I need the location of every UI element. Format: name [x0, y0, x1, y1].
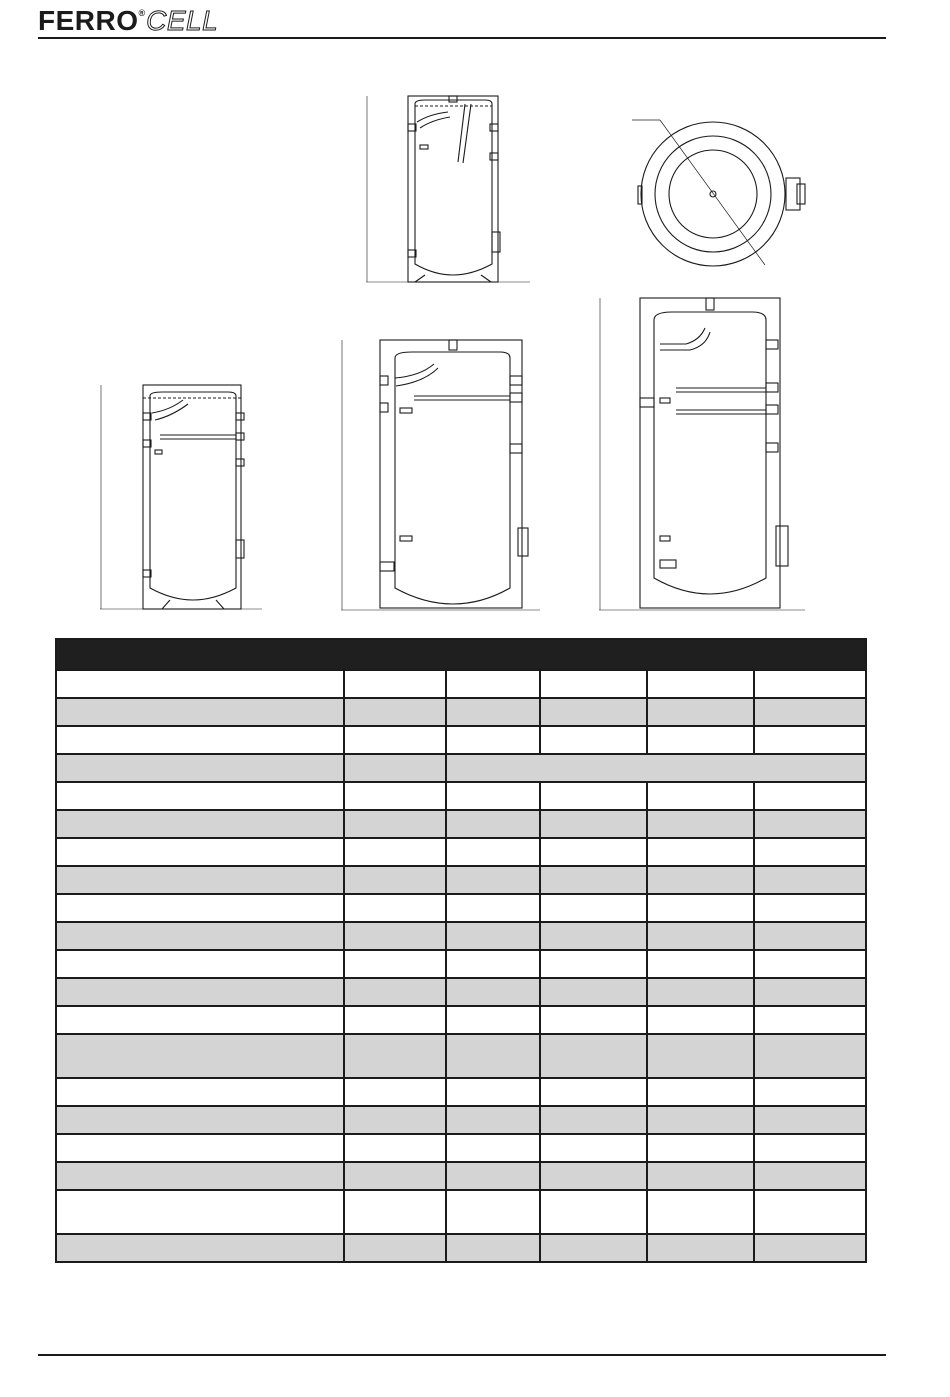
- registered-mark: ®: [138, 8, 146, 18]
- tank-small-front: [366, 96, 530, 282]
- technical-drawings: [0, 80, 950, 625]
- table-cell: [56, 670, 344, 698]
- table-cell: [56, 978, 344, 1006]
- table-cell: [446, 838, 540, 866]
- table-cell: [344, 1162, 446, 1190]
- table-cell: [344, 922, 446, 950]
- table-cell: [344, 1106, 446, 1134]
- table-body: [56, 670, 866, 1262]
- table-row: [56, 1134, 866, 1162]
- table-cell: [56, 810, 344, 838]
- table-cell: [647, 922, 754, 950]
- table-cell: [540, 1034, 647, 1078]
- header-rule: [38, 37, 886, 39]
- table-cell: [754, 810, 866, 838]
- table-cell: [540, 1234, 647, 1262]
- table-cell: [56, 1134, 344, 1162]
- table-cell: [446, 782, 540, 810]
- table-cell: [56, 1190, 344, 1234]
- table-cell: [540, 866, 647, 894]
- table-row: [56, 922, 866, 950]
- table-cell: [540, 810, 647, 838]
- table-cell: [540, 782, 647, 810]
- table-row: [56, 1078, 866, 1106]
- table-cell: [446, 726, 540, 754]
- table-cell: [540, 1190, 647, 1234]
- table-cell: [446, 1190, 540, 1234]
- table-row: [56, 894, 866, 922]
- table-cell: [647, 1190, 754, 1234]
- table-cell: [754, 1162, 866, 1190]
- table-cell: [56, 782, 344, 810]
- footer-rule: [38, 1354, 886, 1356]
- table-row: [56, 1034, 866, 1078]
- table-cell: [647, 1106, 754, 1134]
- table-cell: [446, 894, 540, 922]
- table-cell: [446, 950, 540, 978]
- table-cell: [647, 1162, 754, 1190]
- tank-large-front: [341, 340, 540, 610]
- table-cell: [344, 1234, 446, 1262]
- table-row: [56, 810, 866, 838]
- table-cell: [446, 866, 540, 894]
- table-row: [56, 838, 866, 866]
- table-cell: [344, 670, 446, 698]
- table-cell: [647, 866, 754, 894]
- table-cell: [56, 1006, 344, 1034]
- table-cell: [754, 1234, 866, 1262]
- table-cell: [446, 1034, 540, 1078]
- table-cell: [540, 1162, 647, 1190]
- table-cell: [446, 670, 540, 698]
- table-cell: [754, 978, 866, 1006]
- table-cell: [344, 754, 446, 782]
- table-cell: [344, 894, 446, 922]
- table-cell: [446, 1134, 540, 1162]
- table-cell: [540, 726, 647, 754]
- table-cell: [56, 1162, 344, 1190]
- table-row: [56, 1106, 866, 1134]
- table-cell: [344, 726, 446, 754]
- table-cell: [540, 978, 647, 1006]
- table-cell: [540, 698, 647, 726]
- table-cell: [647, 1234, 754, 1262]
- table-cell: [754, 670, 866, 698]
- table-row: [56, 1006, 866, 1034]
- table-cell: [446, 810, 540, 838]
- table-cell: [344, 810, 446, 838]
- table-cell: [647, 726, 754, 754]
- brand-name-outline: CELL: [146, 5, 219, 36]
- table-cell: [540, 1006, 647, 1034]
- table-cell: [56, 866, 344, 894]
- table-cell: [754, 894, 866, 922]
- table-cell: [754, 1190, 866, 1234]
- table-row: [56, 754, 866, 782]
- table-cell: [344, 866, 446, 894]
- table-row: [56, 670, 866, 698]
- table-cell: [540, 922, 647, 950]
- table-cell: [56, 726, 344, 754]
- table-cell: [754, 1034, 866, 1078]
- table-cell: [344, 950, 446, 978]
- table-cell: [56, 1234, 344, 1262]
- table-cell: [540, 894, 647, 922]
- table-cell: [344, 1190, 446, 1234]
- table-header-row: [56, 639, 866, 670]
- table-cell: [647, 698, 754, 726]
- table-cell: [754, 726, 866, 754]
- table-cell: [446, 698, 540, 726]
- specification-table: [55, 638, 867, 1263]
- table-cell: [446, 1078, 540, 1106]
- table-cell: [647, 782, 754, 810]
- table-cell: [540, 1106, 647, 1134]
- table-cell: [344, 978, 446, 1006]
- table-cell: [56, 1106, 344, 1134]
- table-cell: [754, 1106, 866, 1134]
- table-cell: [446, 1106, 540, 1134]
- table-cell: [446, 1162, 540, 1190]
- table-cell: [754, 866, 866, 894]
- table-cell: [540, 838, 647, 866]
- table-cell: [540, 1134, 647, 1162]
- table-cell: [754, 838, 866, 866]
- table-cell: [446, 1006, 540, 1034]
- tank-medium-front: [100, 385, 262, 609]
- table-row: [56, 782, 866, 810]
- table-cell: [344, 698, 446, 726]
- table-cell: [647, 978, 754, 1006]
- table-cell: [56, 1078, 344, 1106]
- table-cell: [344, 1006, 446, 1034]
- table-cell: [647, 1078, 754, 1106]
- table-cell: [540, 1078, 647, 1106]
- brand-name-bold: FERRO: [38, 5, 139, 36]
- table-cell: [344, 1078, 446, 1106]
- table-cell: [56, 894, 344, 922]
- table-row: [56, 1190, 866, 1234]
- table-cell: [647, 838, 754, 866]
- table-cell: [56, 922, 344, 950]
- table-cell: [446, 922, 540, 950]
- table-cell: [56, 1034, 344, 1078]
- table-cell: [344, 838, 446, 866]
- table-cell: [56, 950, 344, 978]
- table-cell: [647, 670, 754, 698]
- table-cell: [446, 978, 540, 1006]
- tank-top-view: [632, 120, 805, 266]
- table-cell: [446, 1234, 540, 1262]
- table-cell: [754, 1134, 866, 1162]
- table-cell: [754, 1078, 866, 1106]
- table-cell: [56, 698, 344, 726]
- table-cell: [647, 1034, 754, 1078]
- table-cell: [754, 1006, 866, 1034]
- table-cell: [56, 754, 344, 782]
- table-row: [56, 950, 866, 978]
- table-row: [56, 726, 866, 754]
- table-cell: [344, 1034, 446, 1078]
- brand-logo: [38, 4, 218, 38]
- table-cell: [647, 894, 754, 922]
- tank-xlarge-front: [599, 298, 805, 610]
- table-cell: [540, 950, 647, 978]
- table-cell: [647, 950, 754, 978]
- table-cell: [647, 1134, 754, 1162]
- table-row: [56, 698, 866, 726]
- table-cell: [647, 1006, 754, 1034]
- table-cell: [344, 1134, 446, 1162]
- table-row: [56, 866, 866, 894]
- table-row: [56, 1162, 866, 1190]
- table-cell: [647, 810, 754, 838]
- table-cell: [754, 698, 866, 726]
- table-row: [56, 978, 866, 1006]
- table-cell: [540, 670, 647, 698]
- table-row: [56, 1234, 866, 1262]
- table-cell: [754, 782, 866, 810]
- table-cell: [56, 838, 344, 866]
- table-cell-merged: [446, 754, 866, 782]
- table-cell: [754, 950, 866, 978]
- table-cell: [344, 782, 446, 810]
- table-header: [56, 639, 866, 670]
- table-cell: [754, 922, 866, 950]
